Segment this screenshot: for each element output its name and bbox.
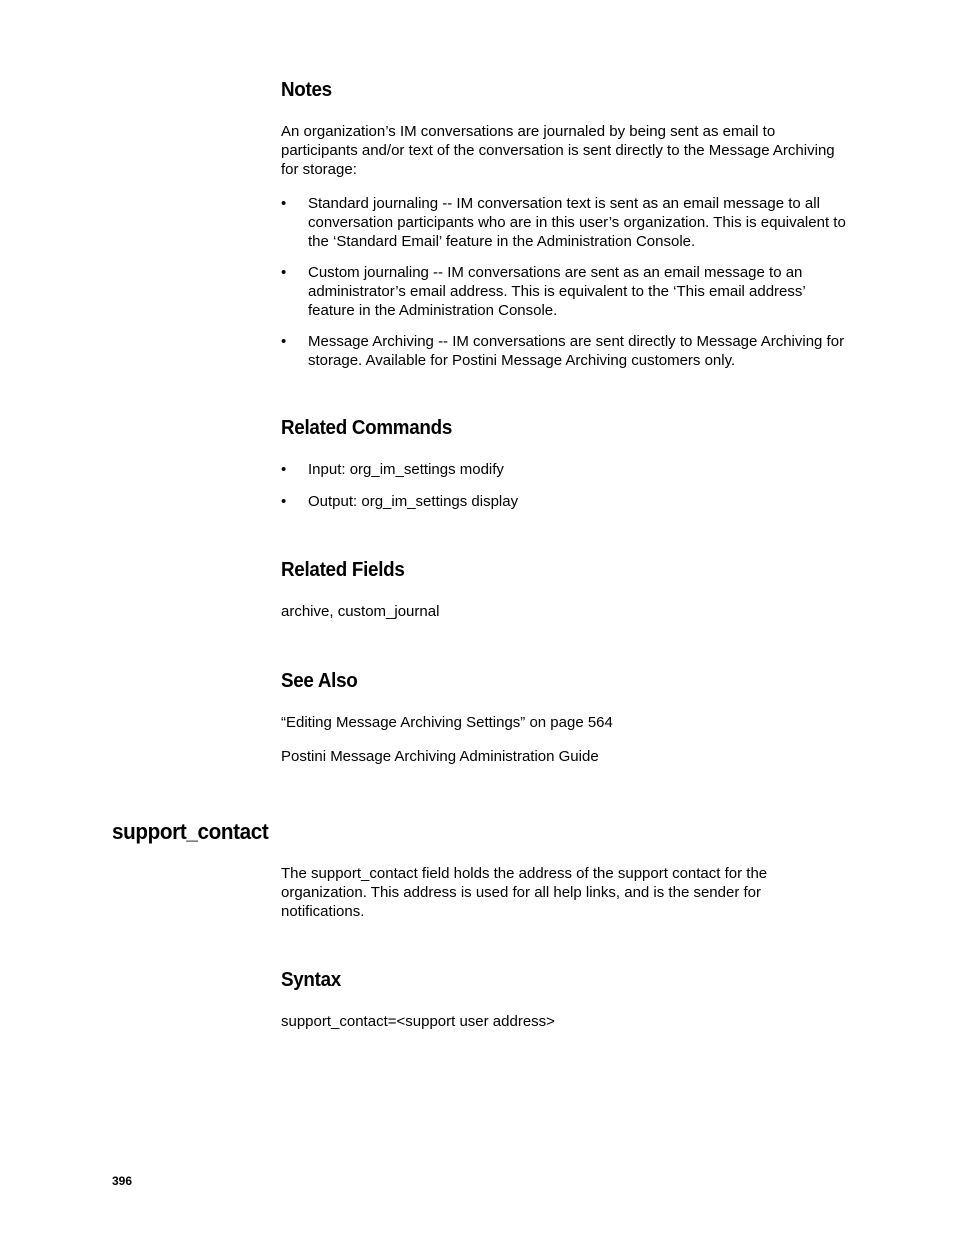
related-fields-heading: Related Fields [281, 559, 405, 581]
bullet-icon: • [281, 493, 287, 510]
see-also-section [281, 669, 846, 693]
related-commands-section [281, 416, 846, 440]
bullet-icon: • [281, 461, 287, 478]
related-fields-text: archive, custom_journal [281, 603, 440, 620]
notes-intro-block [281, 122, 846, 179]
list-item-text: Custom journaling -- IM conversations are sent as an email message to an administrator’s email address. This is equivalent to the ‘This email address’ feature in the Administration Console. [308, 264, 806, 319]
related-fields-text-block [281, 602, 846, 621]
list-item-text: Message Archiving -- IM conversations are sent directly to Message Archiving for storage. Available for Postini Message Archiving customers only. [308, 333, 845, 369]
list-item [281, 460, 846, 479]
bullet-icon: • [281, 195, 287, 212]
syntax-section [281, 968, 846, 992]
notes-intro: An organization’s IM conversations are journaled by being sent as email to participants and/or text of the conversation is sent directly to the Message Archiving for storage: [281, 123, 835, 178]
see-also-link[interactable]: “Editing Message Archiving Settings” on page 564 [281, 714, 613, 731]
see-also-item-block [281, 747, 846, 766]
list-item [281, 263, 846, 320]
syntax-text: support_contact=<support user address> [281, 1013, 555, 1030]
see-also-item-block [281, 713, 846, 732]
list-item-text: Output: org_im_settings display [308, 493, 519, 510]
list-item [281, 492, 846, 511]
related-commands-heading: Related Commands [281, 417, 453, 439]
list-item [281, 332, 846, 370]
support-contact-heading: support_contact [112, 819, 269, 844]
syntax-heading: Syntax [281, 969, 341, 991]
list-item-text: Input: org_im_settings modify [308, 461, 504, 478]
related-commands-list [281, 460, 846, 511]
list-item [281, 194, 846, 251]
support-contact-description-block [281, 864, 846, 921]
page-number: 396 [112, 1174, 133, 1188]
bullet-icon: • [281, 333, 287, 350]
related-fields-section [281, 558, 846, 582]
bullet-icon: • [281, 264, 287, 281]
see-also-reference: Postini Message Archiving Administration Guide [281, 748, 599, 765]
support-contact-description: The support_contact field holds the address of the support contact for the organization. This address is used for all help links, and is the sender for notifications. [281, 865, 768, 920]
syntax-text-block [281, 1012, 846, 1031]
notes-section [281, 78, 846, 102]
see-also-heading: See Also [281, 670, 358, 692]
notes-bullet-list [281, 194, 846, 370]
notes-heading: Notes [281, 79, 332, 101]
list-item-text: Standard journaling -- IM conversation text is sent as an email message to all conversation participants who are in this user’s organization. This is equivalent to the ‘Standard Email’ feature in the Administration Console. [308, 195, 846, 250]
